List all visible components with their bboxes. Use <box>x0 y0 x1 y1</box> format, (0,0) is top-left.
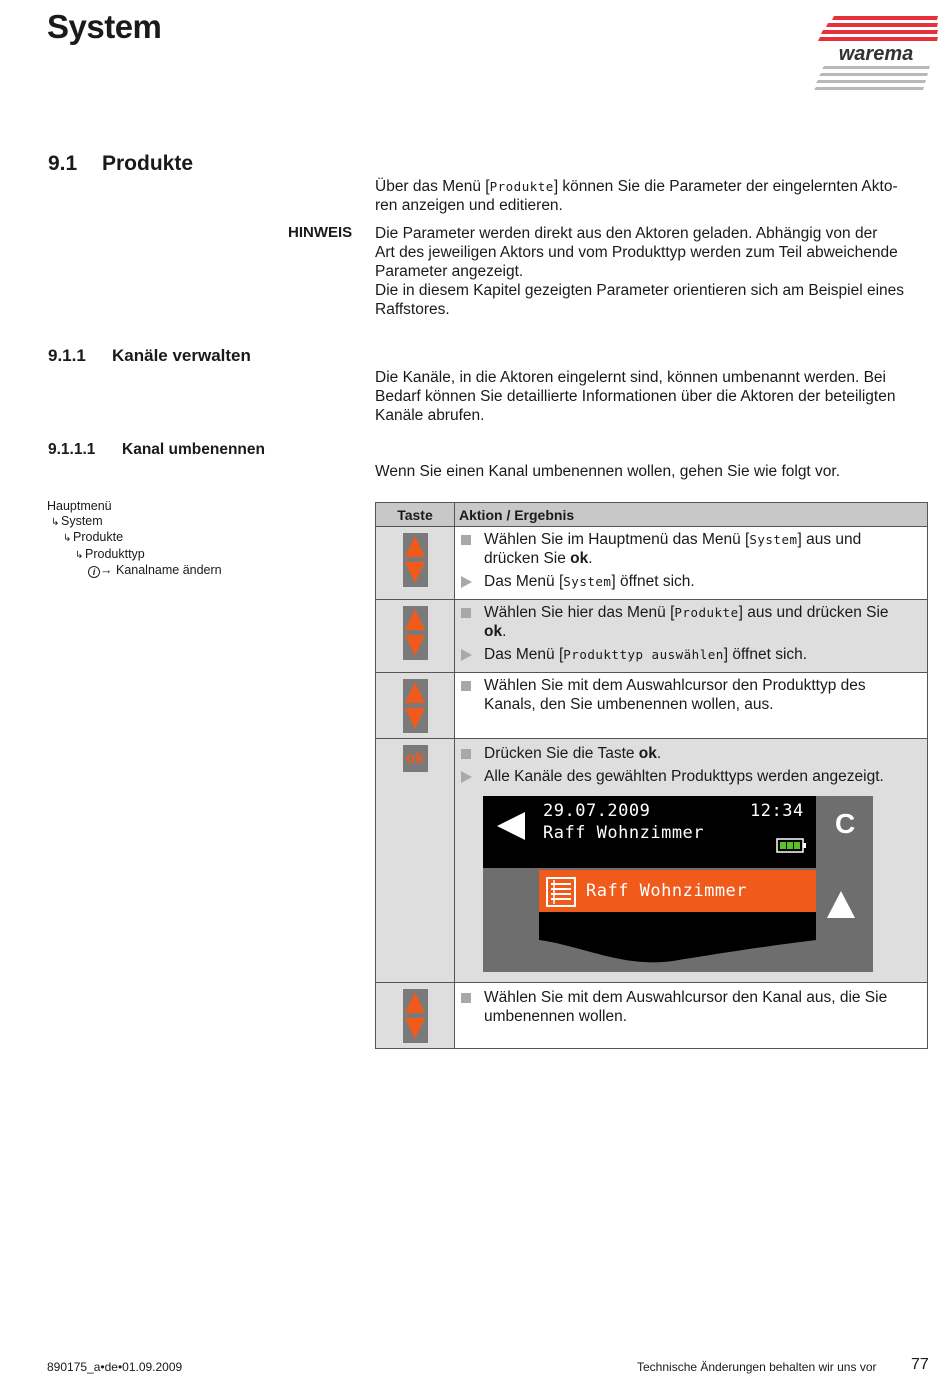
c-button-icon[interactable]: C <box>835 808 856 839</box>
submenu-arrow-icon: ↳ <box>75 549 84 561</box>
warema-logo <box>812 14 940 98</box>
hinweis-text: Die Parameter werden direkt aus den Aktoren geladen. Abhängig von der Art des jeweiligen Aktors und vom Produkttyp werden zum Teil abweichende Parameter angezeigt. Die in diesem Kapitel gezeigten Parameter orientieren sich am Beispiel eines Raffstores. <box>375 225 904 318</box>
section-intro: Über das Menü [Produkte] können Sie die Parameter der eingelernten Akto- ren anzeigen und editieren. <box>375 178 898 214</box>
step-action: Wählen Sie mit dem Auswahlcursor den Kanal aus, die Sie umbenennen wollen. <box>455 983 928 1049</box>
section-9111-intro: Wenn Sie einen Kanal umbenennen wollen, gehen Sie wie folgt vor. <box>375 463 841 480</box>
col-header-action: Aktion / Ergebnis <box>455 503 928 527</box>
hinweis-label: HINWEIS <box>288 224 353 241</box>
info-icon: i <box>88 566 100 578</box>
step-action: Drücken Sie die Taste ok. Alle Kanäle des gewählten Produkttyps werden angezeigt. 29.07.2009 12:34 Raff Wohnzimmer Raff Wohnzimmer C <box>455 739 928 983</box>
up-down-keys-icon <box>403 606 428 660</box>
key-cell <box>376 600 455 673</box>
chapter-title: System <box>47 8 162 45</box>
menu-path-level0: Hauptmenü <box>47 499 112 513</box>
instruction-bullet-icon <box>461 535 471 545</box>
submenu-arrow-icon: ↳ <box>63 533 72 544</box>
menu-path: Hauptmenü ↳ System ↳ Produkte ↳ Produkttyp i → Kanalname ändern <box>47 499 222 577</box>
step-action: Wählen Sie im Hauptmenü das Menü [System] aus und drücken Sie ok. Das Menü [System] öffnet sich. <box>455 527 928 600</box>
key-cell <box>376 739 455 983</box>
key-cell <box>376 527 455 600</box>
page-number: 77 <box>911 1356 929 1373</box>
instruction-bullet-icon <box>461 681 471 691</box>
up-down-keys-icon <box>403 533 428 587</box>
display-time: 12:34 <box>750 801 804 821</box>
section-heading-9-1-1-1: 9.1.1.1 Kanal umbenennen <box>48 441 265 458</box>
instruction-bullet-icon <box>461 993 471 1003</box>
instruction-bullet-icon <box>461 608 471 618</box>
ok-key-icon: ok <box>403 745 428 772</box>
section-number: 9.1 <box>48 152 78 175</box>
result-arrow-icon <box>461 576 472 588</box>
display-selected-item[interactable]: Raff Wohnzimmer <box>586 881 748 901</box>
result-arrow-icon <box>461 771 472 783</box>
key-cell <box>376 673 455 739</box>
step-action: Wählen Sie hier das Menü [Produkte] aus und drücken Sie ok. Das Menü [Produkttyp auswählen] öffnet sich. <box>455 600 928 673</box>
section-heading-9-1-1: 9.1.1 Kanäle verwalten <box>48 346 251 365</box>
step-action: Wählen Sie mit dem Auswahlcursor den Produkttyp des Kanals, den Sie umbenennen wollen, aus. <box>455 673 928 739</box>
section-911-text: Die Kanäle, in die Aktoren eingelernt sind, können umbenannt werden. Bei Bedarf können Sie detaillierte Informationen über die Aktoren der beteiligten Kanäle abrufen. <box>375 369 896 424</box>
footer-doc-id: 890175_a•de•01.09.2009 <box>47 1360 183 1374</box>
col-header-key: Taste <box>376 503 455 527</box>
logo-wordmark: warema <box>838 43 914 65</box>
section-heading-9-1 <box>48 152 193 176</box>
submenu-arrow-icon: ↳ <box>51 516 60 528</box>
key-cell <box>376 983 455 1049</box>
display-date: 29.07.2009 <box>543 801 651 821</box>
instruction-bullet-icon <box>461 749 471 759</box>
device-display <box>483 796 873 972</box>
menu-ref: Produkte <box>489 179 554 194</box>
up-down-keys-icon <box>403 989 428 1043</box>
result-arrow-icon <box>461 649 472 661</box>
up-down-keys-icon <box>403 679 428 733</box>
footer-notice: Technische Änderungen behalten wir uns vor <box>637 1360 877 1374</box>
section-title: Produkte <box>102 152 194 175</box>
steps-table <box>375 502 928 1049</box>
blind-icon <box>547 878 575 906</box>
display-channel-header: Raff Wohnzimmer <box>543 823 705 843</box>
